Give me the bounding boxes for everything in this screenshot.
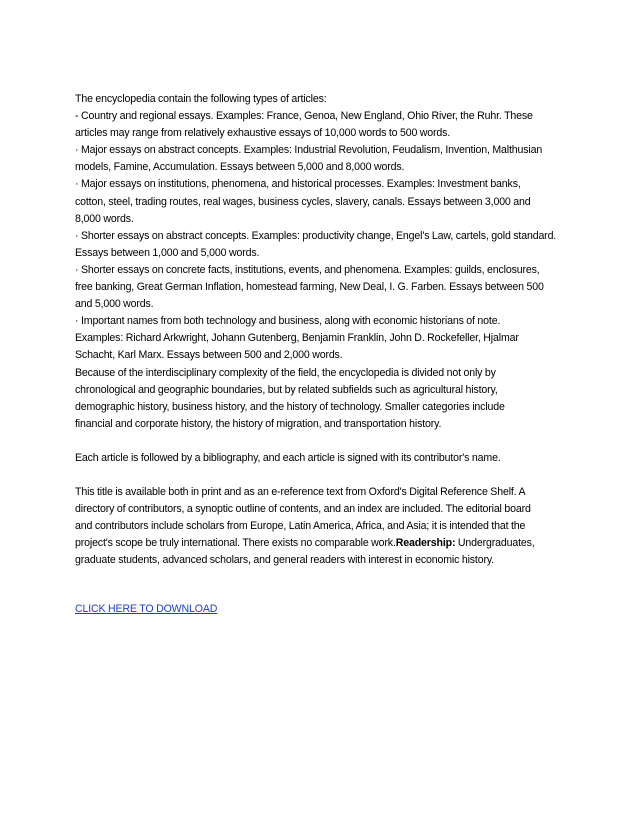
article-type-line: articles may range from relatively exhaustive essays of 10,000 words to 500 words. [75, 127, 451, 140]
article-type-line: · Major essays on institutions, phenomena, and historical processes. Examples: Investment banks, [75, 178, 521, 191]
document-body [75, 91, 575, 619]
article-type-item [75, 108, 575, 142]
article-type-item [75, 228, 575, 262]
readership-label: Readership: [395, 537, 456, 550]
article-type-line: Examples: Richard Arkwright, Johann Gutenberg, Benjamin Franklin, John D. Rockefeller, Hjalmar [75, 332, 519, 345]
article-type-item [75, 142, 575, 176]
paragraph-line: directory of contributors, a synoptic outline of contents, and an index are included. The editorial board [75, 503, 531, 516]
bibliography-paragraph [75, 450, 575, 467]
article-type-line: · Important names from both technology and business, along with economic historians of note. [75, 315, 501, 328]
availability-paragraph [75, 484, 575, 569]
article-types-section [75, 91, 575, 433]
paragraph-line: graduate students, advanced scholars, and general readers with interest in economic history. [75, 554, 494, 567]
download-link[interactable]: CLICK HERE TO DOWNLOAD [75, 603, 218, 616]
paragraph-line: Each article is followed by a bibliography, and each article is signed with its contributor's name. [75, 451, 501, 464]
readership-text: Undergraduates, [455, 537, 535, 550]
download-row [75, 601, 575, 618]
structure-paragraph [75, 365, 575, 433]
article-type-line: and 5,000 words. [75, 298, 154, 311]
paragraph-spacer [75, 467, 575, 484]
paragraph-line: financial and corporate history, the history of migration, and transportation history. [75, 417, 442, 430]
article-types-heading: The encyclopedia contain the following types of articles: [75, 93, 327, 105]
paragraph-spacer [75, 433, 575, 450]
article-type-item [75, 262, 575, 313]
paragraph-line: demographic history, business history, and the history of technology. Smaller categories include [75, 400, 505, 413]
article-type-item [75, 313, 575, 364]
article-type-line: - Country and regional essays. Examples: France, Genoa, New England, Ohio River, the Ruhr. These [75, 110, 533, 123]
article-type-line: · Shorter essays on concrete facts, institutions, events, and phenomena. Examples: guilds, enclosures, [75, 263, 540, 276]
article-type-line: cotton, steel, trading routes, real wages, business cycles, slavery, canals. Essays between 3,000 and [75, 195, 531, 208]
paragraph-line: Because of the interdisciplinary complexity of the field, the encyclopedia is divided not only by [75, 366, 496, 379]
paragraph-line: chronological and geographic boundaries, but by related subfields such as agricultural history, [75, 383, 498, 396]
article-type-line: Essays between 1,000 and 5,000 words. [75, 246, 260, 259]
article-type-line: · Major essays on abstract concepts. Examples: Industrial Revolution, Feudalism, Invention, Malthusian [75, 144, 543, 157]
paragraph-line: This title is available both in print and as an e-reference text from Oxford's Digital Reference Shelf. A [75, 485, 526, 498]
article-type-item [75, 176, 575, 227]
article-type-line: Schacht, Karl Marx. Essays between 500 and 2,000 words. [75, 349, 343, 362]
paragraph-line: and contributors include scholars from Europe, Latin America, Africa, and Asia; it is intended that the [75, 520, 526, 533]
scope-text: project's scope be truly international. There exists no comparable work. [75, 537, 396, 550]
paragraph-line [75, 535, 575, 552]
article-type-line: models, Famine, Accumulation. Essays between 5,000 and 8,000 words. [75, 161, 405, 174]
article-type-line: free banking, Great German Inflation, homestead farming, New Deal, I. G. Farben. Essays between 500 [75, 281, 544, 294]
article-type-line: · Shorter essays on abstract concepts. Examples: productivity change, Engel's Law, cartels, gold standard. [75, 229, 557, 242]
article-type-line: 8,000 words. [75, 212, 134, 225]
